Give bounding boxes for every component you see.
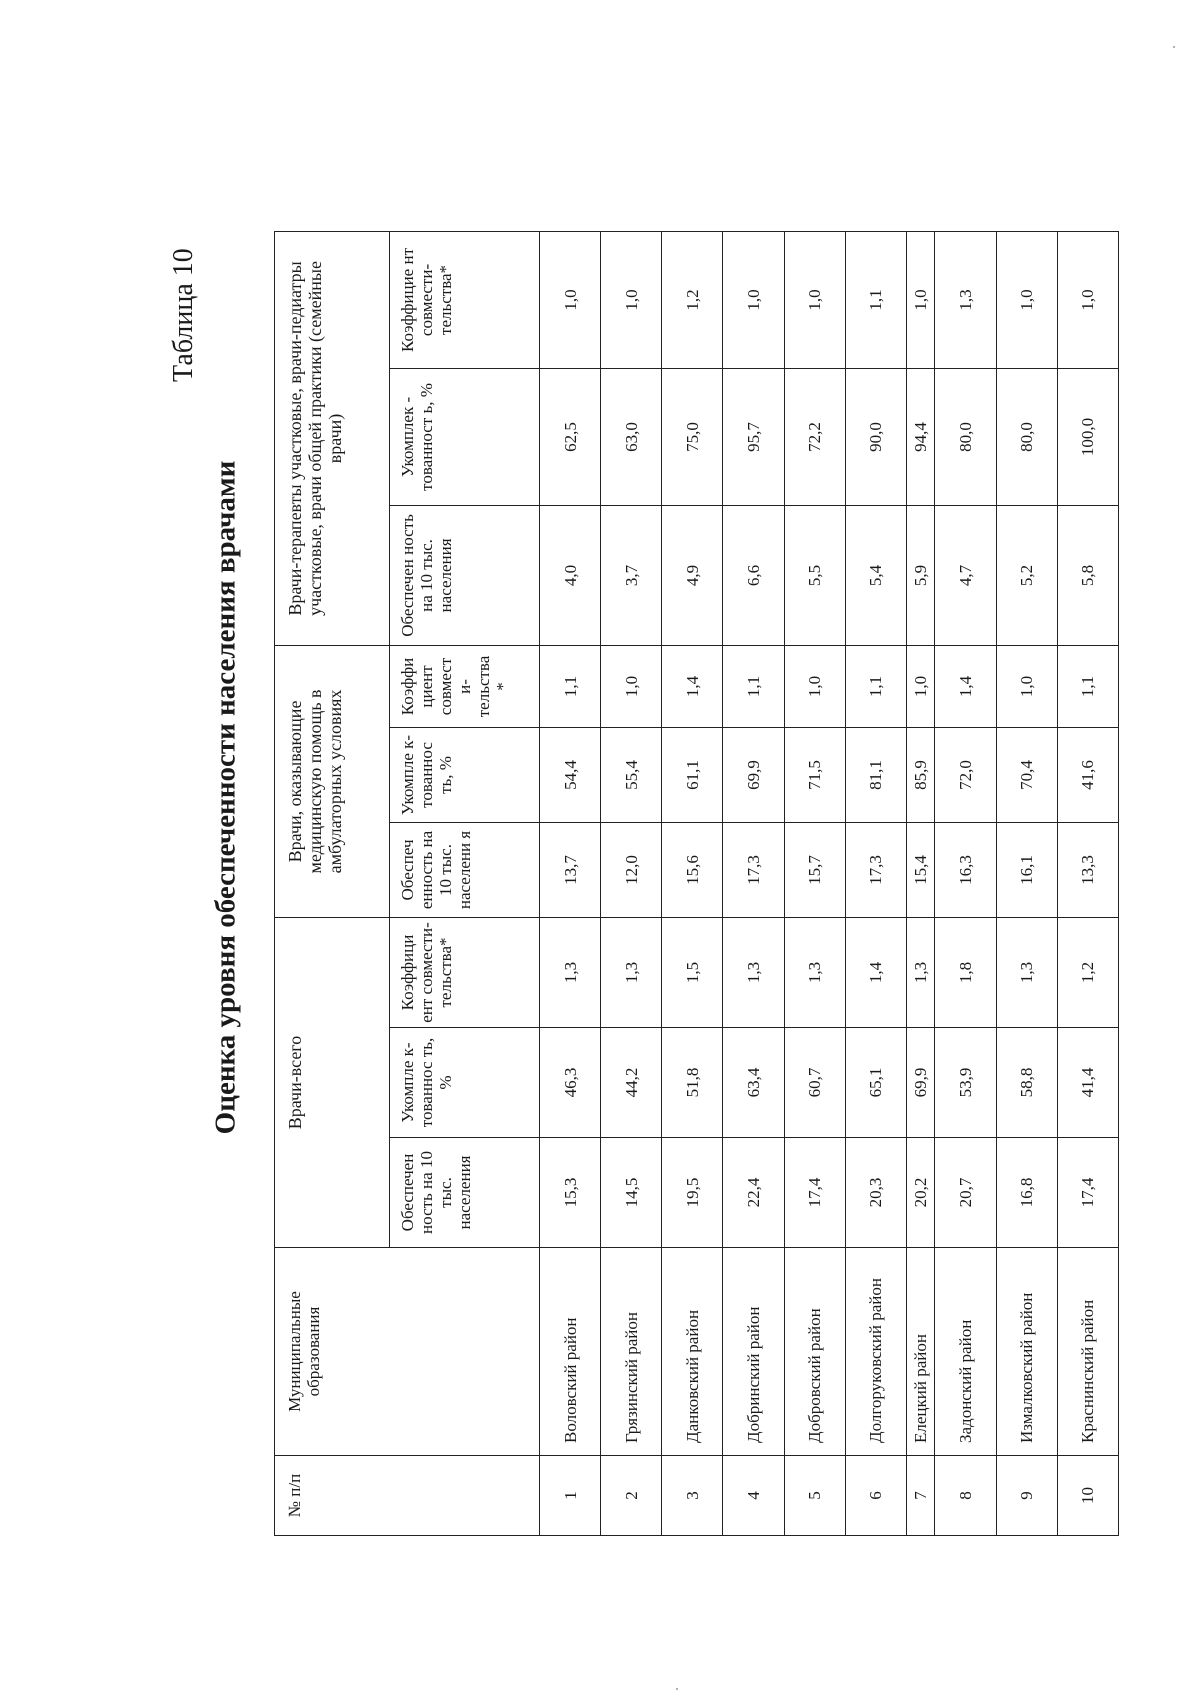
scan-speck	[1173, 46, 1175, 48]
table-row	[1057, 231, 1118, 1535]
value-cell: 1,1	[845, 645, 906, 727]
table-title: Оценка уровня обеспеченности населения врачами	[209, 460, 242, 1134]
header-sub-staffing: Укомпле к-тованнос ть, %	[390, 727, 540, 822]
municipality-name: Краснинский район	[1057, 1248, 1118, 1456]
value-cell: 75,0	[662, 368, 723, 505]
table-row	[906, 231, 934, 1535]
header-num: № п/п	[275, 1456, 540, 1536]
value-cell: 41,4	[1057, 1028, 1118, 1138]
value-cell: 1,0	[906, 231, 934, 368]
value-cell: 1,1	[540, 645, 601, 727]
header-group-outpatient: Врачи, оказывающие медицинскую помощь в амбулаторных условиях	[275, 645, 390, 917]
value-cell: 17,4	[1057, 1138, 1118, 1248]
row-number: 1	[540, 1456, 601, 1536]
value-cell: 90,0	[845, 368, 906, 505]
value-cell: 44,2	[601, 1028, 662, 1138]
value-cell: 1,0	[784, 231, 845, 368]
value-cell: 1,5	[662, 917, 723, 1027]
header-sub-coefficient: Коэффи циент совмест и-тельства *	[390, 645, 540, 727]
value-cell: 1,3	[723, 917, 784, 1027]
header-row-groups	[275, 231, 390, 1535]
value-cell: 94,4	[906, 368, 934, 505]
value-cell: 1,1	[723, 645, 784, 727]
value-cell: 5,8	[1057, 505, 1118, 645]
value-cell: 61,1	[662, 727, 723, 822]
value-cell: 69,9	[906, 1028, 934, 1138]
value-cell: 1,0	[996, 645, 1057, 727]
value-cell: 1,3	[784, 917, 845, 1027]
table-row	[540, 231, 601, 1535]
value-cell: 1,4	[845, 917, 906, 1027]
scan-speck	[676, 1688, 678, 1690]
value-cell: 1,1	[845, 231, 906, 368]
value-cell: 72,0	[935, 727, 996, 822]
value-cell: 1,3	[540, 917, 601, 1027]
value-cell: 55,4	[601, 727, 662, 822]
value-cell: 51,8	[662, 1028, 723, 1138]
value-cell: 1,4	[935, 645, 996, 727]
value-cell: 1,0	[996, 231, 1057, 368]
row-number: 10	[1057, 1456, 1118, 1536]
header-sub-coefficient: Коэффици ент совмести-тельства*	[390, 917, 540, 1027]
value-cell: 53,9	[935, 1028, 996, 1138]
value-cell: 20,7	[935, 1138, 996, 1248]
table-row	[723, 231, 784, 1535]
table-row	[845, 231, 906, 1535]
value-cell: 63,0	[601, 368, 662, 505]
value-cell: 1,3	[906, 917, 934, 1027]
value-cell: 19,5	[662, 1138, 723, 1248]
row-number: 6	[845, 1456, 906, 1536]
value-cell: 4,7	[935, 505, 996, 645]
value-cell: 58,8	[996, 1028, 1057, 1138]
value-cell: 54,4	[540, 727, 601, 822]
row-number: 5	[784, 1456, 845, 1536]
header-municipality: Муниципальные образования	[275, 1248, 540, 1456]
rotated-table-container	[274, 232, 1119, 1536]
value-cell: 1,0	[906, 645, 934, 727]
value-cell: 16,8	[996, 1138, 1057, 1248]
value-cell: 15,4	[906, 822, 934, 917]
value-cell: 16,3	[935, 822, 996, 917]
value-cell: 20,3	[845, 1138, 906, 1248]
value-cell: 22,4	[723, 1138, 784, 1248]
value-cell: 6,6	[723, 505, 784, 645]
header-sub-provision: Обеспечен ность на 10 тыс. населения	[390, 505, 540, 645]
header-group-all-doctors: Врачи-всего	[275, 917, 390, 1247]
value-cell: 46,3	[540, 1028, 601, 1138]
row-number: 7	[906, 1456, 934, 1536]
value-cell: 1,1	[1057, 645, 1118, 727]
header-group-district: Врачи-терапевты участковые, врачи-педиатры участковые, врачи общей практики (семейные врачи)	[275, 231, 390, 645]
value-cell: 1,3	[601, 917, 662, 1027]
table-row	[601, 231, 662, 1535]
value-cell: 17,4	[784, 1138, 845, 1248]
value-cell: 1,3	[996, 917, 1057, 1027]
value-cell: 5,2	[996, 505, 1057, 645]
value-cell: 15,7	[784, 822, 845, 917]
value-cell: 3,7	[601, 505, 662, 645]
municipality-name: Добровский район	[784, 1248, 845, 1456]
header-sub-coefficient: Коэффицие нт совмести-тельства*	[390, 231, 540, 368]
value-cell: 16,1	[996, 822, 1057, 917]
row-number: 9	[996, 1456, 1057, 1536]
row-number: 8	[935, 1456, 996, 1536]
value-cell: 1,0	[784, 645, 845, 727]
municipality-name: Добринский район	[723, 1248, 784, 1456]
value-cell: 1,0	[723, 231, 784, 368]
value-cell: 69,9	[723, 727, 784, 822]
value-cell: 1,0	[601, 231, 662, 368]
physicians-provision-table	[274, 231, 1119, 1536]
value-cell: 1,0	[601, 645, 662, 727]
value-cell: 17,3	[845, 822, 906, 917]
header-sub-staffing: Укомплек - тованност ь, %	[390, 368, 540, 505]
municipality-name: Грязинский район	[601, 1248, 662, 1456]
table-row	[662, 231, 723, 1535]
value-cell: 70,4	[996, 727, 1057, 822]
value-cell: 4,0	[540, 505, 601, 645]
value-cell: 81,1	[845, 727, 906, 822]
municipality-name: Данковский район	[662, 1248, 723, 1456]
row-number: 3	[662, 1456, 723, 1536]
value-cell: 1,0	[1057, 231, 1118, 368]
municipality-name: Долгоруковский район	[845, 1248, 906, 1456]
value-cell: 1,0	[540, 231, 601, 368]
value-cell: 1,8	[935, 917, 996, 1027]
header-sub-provision: Обеспечен ность на 10 тыс. населения	[390, 1138, 540, 1248]
value-cell: 63,4	[723, 1028, 784, 1138]
value-cell: 80,0	[935, 368, 996, 505]
header-sub-staffing: Укомпле к-тованнос ть, %	[390, 1028, 540, 1138]
value-cell: 60,7	[784, 1028, 845, 1138]
value-cell: 41,6	[1057, 727, 1118, 822]
value-cell: 1,2	[662, 231, 723, 368]
table-row	[784, 231, 845, 1535]
municipality-name: Измалковский район	[996, 1248, 1057, 1456]
table-row	[996, 231, 1057, 1535]
value-cell: 15,3	[540, 1138, 601, 1248]
header-sub-provision: Обеспеч енность на 10 тыс. населени я	[390, 822, 540, 917]
value-cell: 17,3	[723, 822, 784, 917]
value-cell: 62,5	[540, 368, 601, 505]
value-cell: 13,3	[1057, 822, 1118, 917]
value-cell: 72,2	[784, 368, 845, 505]
municipality-name: Задонский район	[935, 1248, 996, 1456]
value-cell: 15,6	[662, 822, 723, 917]
value-cell: 14,5	[601, 1138, 662, 1248]
value-cell: 5,5	[784, 505, 845, 645]
value-cell: 4,9	[662, 505, 723, 645]
value-cell: 13,7	[540, 822, 601, 917]
value-cell: 20,2	[906, 1138, 934, 1248]
value-cell: 1,4	[662, 645, 723, 727]
value-cell: 5,4	[845, 505, 906, 645]
value-cell: 1,3	[935, 231, 996, 368]
municipality-name: Елецкий район	[906, 1248, 934, 1456]
value-cell: 100,0	[1057, 368, 1118, 505]
value-cell: 95,7	[723, 368, 784, 505]
value-cell: 12,0	[601, 822, 662, 917]
value-cell: 85,9	[906, 727, 934, 822]
table-row	[935, 231, 996, 1535]
municipality-name: Воловский район	[540, 1248, 601, 1456]
table-number-label: Таблица 10	[168, 248, 199, 382]
value-cell: 65,1	[845, 1028, 906, 1138]
value-cell: 5,9	[906, 505, 934, 645]
row-number: 4	[723, 1456, 784, 1536]
value-cell: 80,0	[996, 368, 1057, 505]
table-body	[540, 231, 1119, 1535]
row-number: 2	[601, 1456, 662, 1536]
value-cell: 71,5	[784, 727, 845, 822]
value-cell: 1,2	[1057, 917, 1118, 1027]
